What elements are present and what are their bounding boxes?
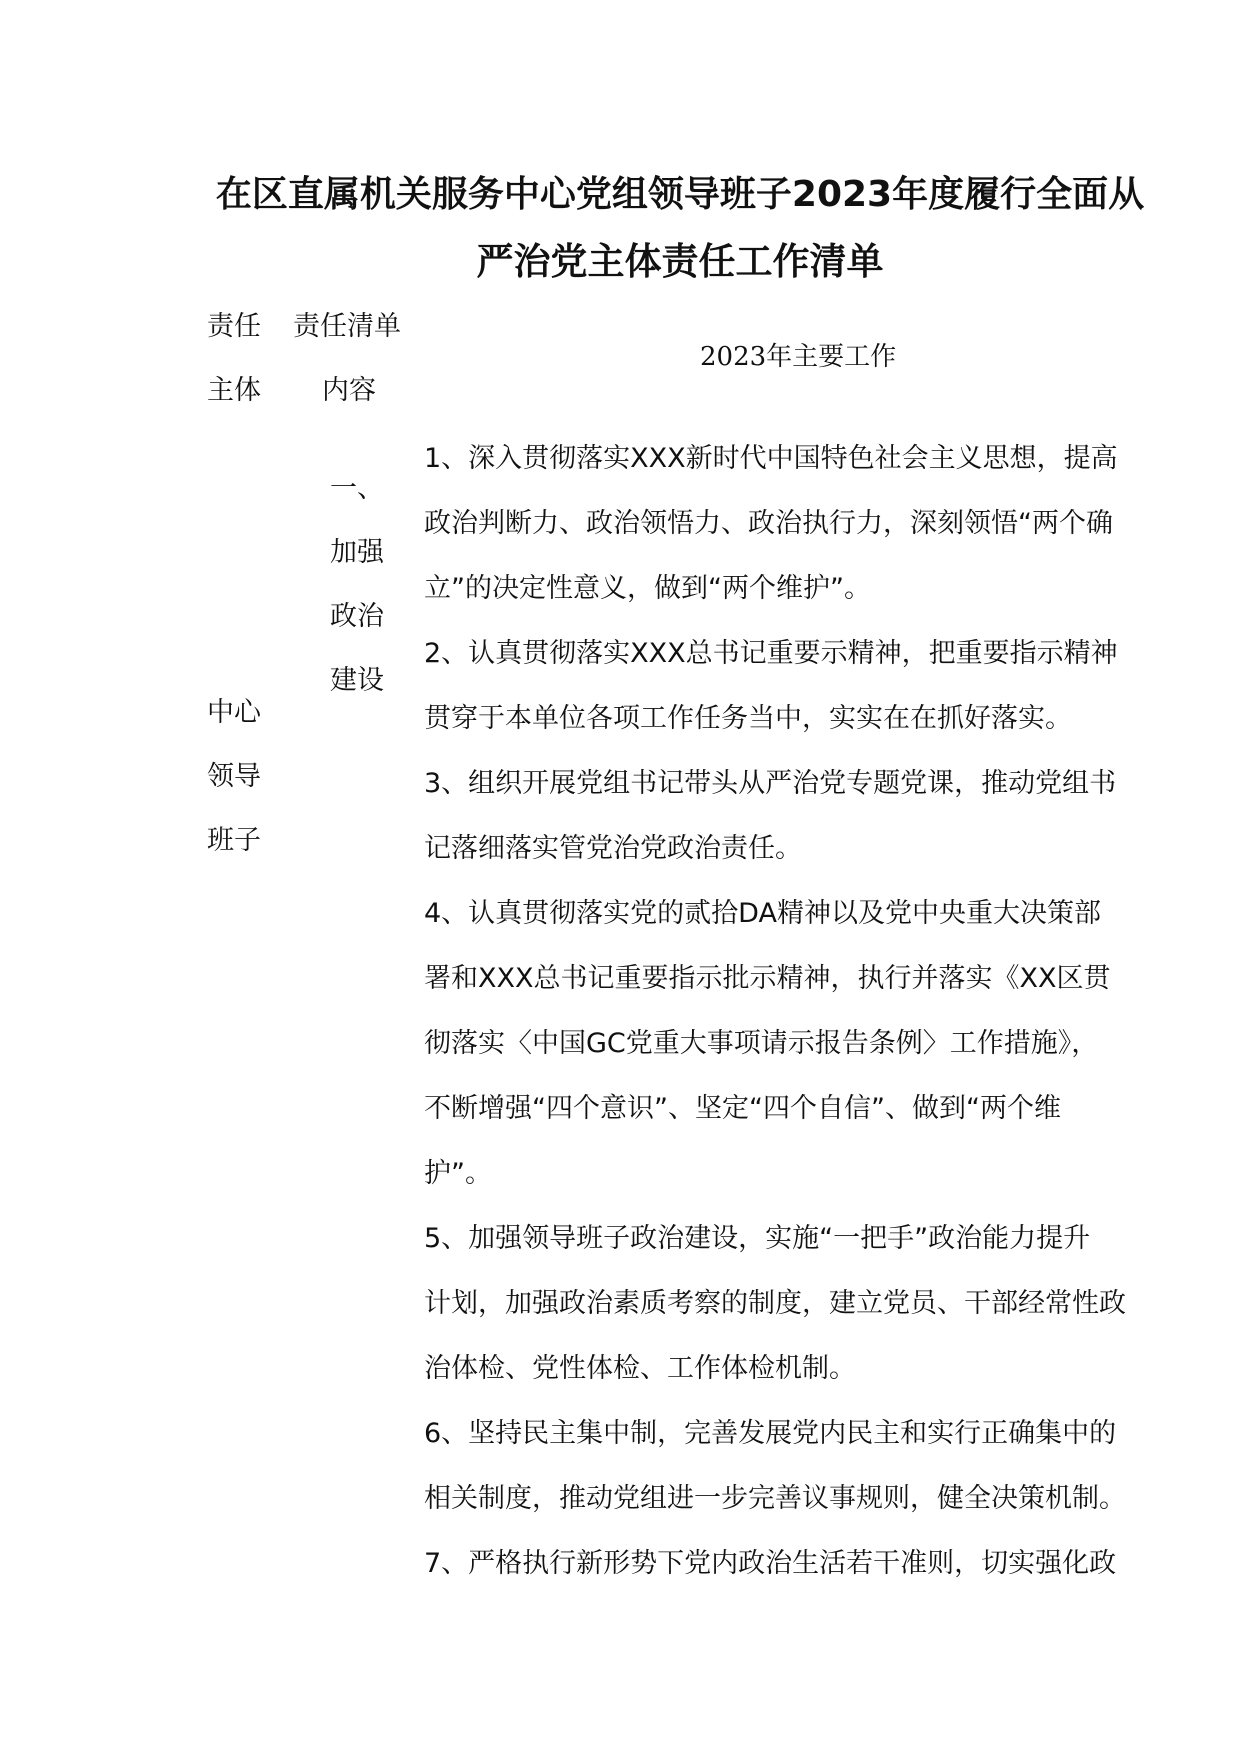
subject-line-1: 中心 bbox=[207, 697, 261, 728]
work-line: 5、加强领导班子政治建设，实施“一把手”政治能力提升 bbox=[424, 1223, 1091, 1254]
work-line: 相关制度，推动党组进一步完善议事规则，健全决策机制。 bbox=[424, 1483, 1126, 1514]
work-line: 护”。 bbox=[424, 1158, 492, 1189]
section-label-line-4: 建设 bbox=[330, 665, 384, 696]
section-label-line-3: 政治 bbox=[330, 601, 384, 632]
work-line: 记落细落实管党治党政治责任。 bbox=[424, 833, 802, 864]
work-line: 4、认真贯彻落实党的贰拾DA精神以及党中央重大决策部 bbox=[424, 898, 1101, 929]
work-line: 7、严格执行新形势下党内政治生活若干准则，切实强化政 bbox=[424, 1548, 1117, 1579]
section-label-line-2: 加强 bbox=[330, 537, 384, 568]
section-label-line-1: 一、 bbox=[330, 473, 384, 504]
header-subject-line-2: 主体 bbox=[207, 375, 261, 406]
subject-line-2: 领导 bbox=[207, 761, 261, 792]
subject-line-3: 班子 bbox=[207, 825, 261, 856]
header-subject-line-1: 责任 bbox=[207, 311, 261, 342]
work-line: 政治判断力、政治领悟力、政治执行力，深刻领悟“两个确 bbox=[424, 508, 1113, 539]
work-line: 彻落实〈中国GC党重大事项请示报告条例〉工作措施》， bbox=[424, 1028, 1099, 1059]
document-title-line-1: 在区直属机关服务中心党组领导班子2023年度履行全面从 bbox=[215, 174, 1145, 215]
header-content-line-1: 责任清单 bbox=[293, 311, 401, 342]
work-line: 立”的决定性意义，做到“两个维护”。 bbox=[424, 573, 871, 604]
main-work-text bbox=[424, 426, 1184, 1596]
work-line: 治体检、党性体检、工作体检机制。 bbox=[424, 1353, 856, 1384]
work-line: 不断增强“四个意识”、坚定“四个自信”、做到“两个维 bbox=[424, 1093, 1061, 1124]
header-main-work: 2023年主要工作 bbox=[700, 342, 897, 372]
work-line: 6、坚持民主集中制，完善发展党内民主和实行正确集中的 bbox=[424, 1418, 1117, 1449]
work-line: 1、深入贯彻落实XXX新时代中国特色社会主义思想，提高 bbox=[424, 443, 1118, 474]
work-line: 署和XXX总书记重要指示批示精神，执行并落实《XX区贯 bbox=[424, 963, 1111, 994]
work-line: 计划，加强政治素质考察的制度，建立党员、干部经常性政 bbox=[424, 1288, 1126, 1319]
work-line: 2、认真贯彻落实XXX总书记重要示精神，把重要指示精神 bbox=[424, 638, 1118, 669]
work-line: 贯穿于本单位各项工作任务当中，实实在在抓好落实。 bbox=[424, 703, 1072, 734]
work-line: 3、组织开展党组书记带头从严治党专题党课，推动党组书 bbox=[424, 768, 1117, 799]
document-title-line-2: 严治党主体责任工作清单 bbox=[476, 240, 884, 283]
header-content-line-2: 内容 bbox=[322, 375, 376, 406]
